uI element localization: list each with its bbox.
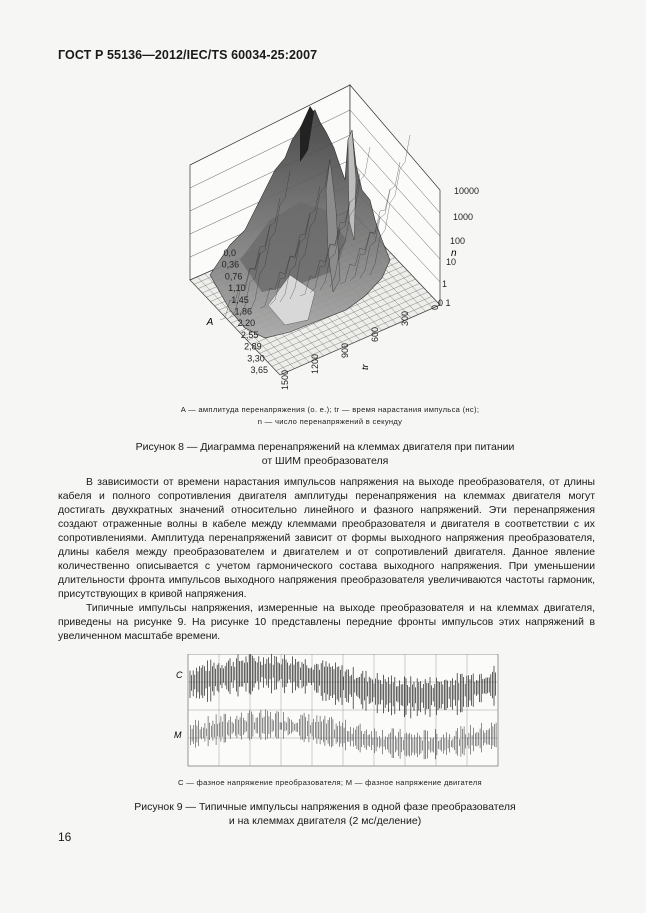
paragraph-1-text: В зависимости от времени нарастания импульсов напряжения на выходе преобразователя, от длины кабеля и полного сопротивления двигателя амплитуды перенапряжения на клеммах двигателя могут достигать двухкратных значений относительно линейного и фазного напряжений. Эти перенапряжения создают отраженные волны в кабеле между клеммами преобразователя и двигателя в соответствии с их сопротивлениями. Амплитуда перенапряжений зависит от формы выходного напряжения преобразователя, длины кабеля между преобразователем и двигателем и от сопротивлений двигателя. Данное явление количественно описывается с учетом гармонического состава выходного напряжения. При уменьшении длительности фронта импульсов выходного напряжения преобразователя увеличиваются частоты гармоник, присутствующих в кривой напряжения. bbox=[58, 477, 595, 600]
figure-9-legend: C — фазное напряжение преобразователя; M — фазное напряжение двигателя bbox=[178, 778, 482, 787]
n-tick-label: 10 bbox=[446, 257, 457, 267]
document-header: ГОСТ Р 55136—2012/IEC/TS 60034-25:2007 bbox=[58, 48, 318, 62]
figure-8-caption-line2: от ШИМ преобразователя bbox=[261, 455, 389, 467]
n-tick-label: 10000 bbox=[454, 186, 480, 196]
t-tick-label: 600 bbox=[370, 326, 380, 342]
t-tick-label: 1200 bbox=[310, 353, 320, 374]
n-tick-label: 1000 bbox=[453, 212, 474, 222]
page-number: 16 bbox=[58, 830, 72, 844]
a-axis-label: A bbox=[206, 317, 214, 328]
paragraph-1 bbox=[58, 476, 595, 602]
figure-9-caption bbox=[60, 800, 590, 828]
figure-9-oscillogram bbox=[160, 654, 510, 770]
t-tick-label: 0 bbox=[430, 304, 440, 310]
a-tick-label: 0,76 bbox=[224, 271, 243, 282]
figure-8-surface-plot bbox=[150, 70, 510, 400]
n-tick-label: 0 1 bbox=[438, 298, 451, 308]
a-tick-label: 2,55 bbox=[240, 329, 259, 340]
n-axis-ticks bbox=[438, 186, 479, 308]
a-tick-label: 2,20 bbox=[237, 318, 256, 329]
paragraph-2 bbox=[58, 602, 595, 644]
a-tick-label: 3,30 bbox=[247, 353, 265, 364]
a-tick-label: 1,86 bbox=[234, 306, 252, 317]
a-tick-label: 3,65 bbox=[250, 365, 268, 375]
a-tick-label: 0,36 bbox=[221, 259, 240, 270]
n-axis-label: n bbox=[451, 248, 457, 259]
trace-m-label: M bbox=[174, 730, 182, 740]
a-tick-label: 2,89 bbox=[244, 341, 262, 352]
figure-9-caption-line1: Рисунок 9 — Типичные импульсы напряжения в одной фазе преобразователя bbox=[134, 801, 516, 813]
paragraph-2-text: Типичные импульсы напряжения, измеренные на выходе преобразователя и на клеммах двигателя, приведены на рисунке 9. На рисунке 10 представлены передние фронты импульсов этих напряжений в увеличенном масштабе времени. bbox=[58, 603, 595, 642]
figure-8-legend bbox=[140, 404, 520, 428]
t-axis-label: tr bbox=[360, 364, 371, 370]
figure-8-legend-line1: A — амплитуда перенапряжения (о. е.); tr — время нарастания импульса (нс); bbox=[180, 405, 480, 414]
n-tick-label: 1 bbox=[442, 279, 448, 289]
a-tick-label: 1,10 bbox=[228, 283, 246, 294]
t-tick-label: 900 bbox=[340, 342, 350, 358]
n-tick-label: 100 bbox=[450, 236, 466, 246]
a-tick-label: 0,0 bbox=[223, 248, 236, 258]
t-tick-label: 1500 bbox=[280, 369, 290, 390]
a-tick-label: 1,45 bbox=[231, 294, 249, 305]
figure-8-caption-line1: Рисунок 8 — Диаграмма перенапряжений на клеммах двигателя при питании bbox=[135, 441, 515, 453]
figure-8-caption bbox=[60, 440, 590, 468]
figure-8-legend-line2: n — число перенапряжений в секунду bbox=[257, 417, 403, 426]
trace-c-label: C bbox=[176, 670, 183, 680]
figure-9-caption-line2: и на клеммах двигателя (2 мс/деление) bbox=[228, 815, 422, 827]
t-tick-label: 300 bbox=[400, 310, 410, 326]
